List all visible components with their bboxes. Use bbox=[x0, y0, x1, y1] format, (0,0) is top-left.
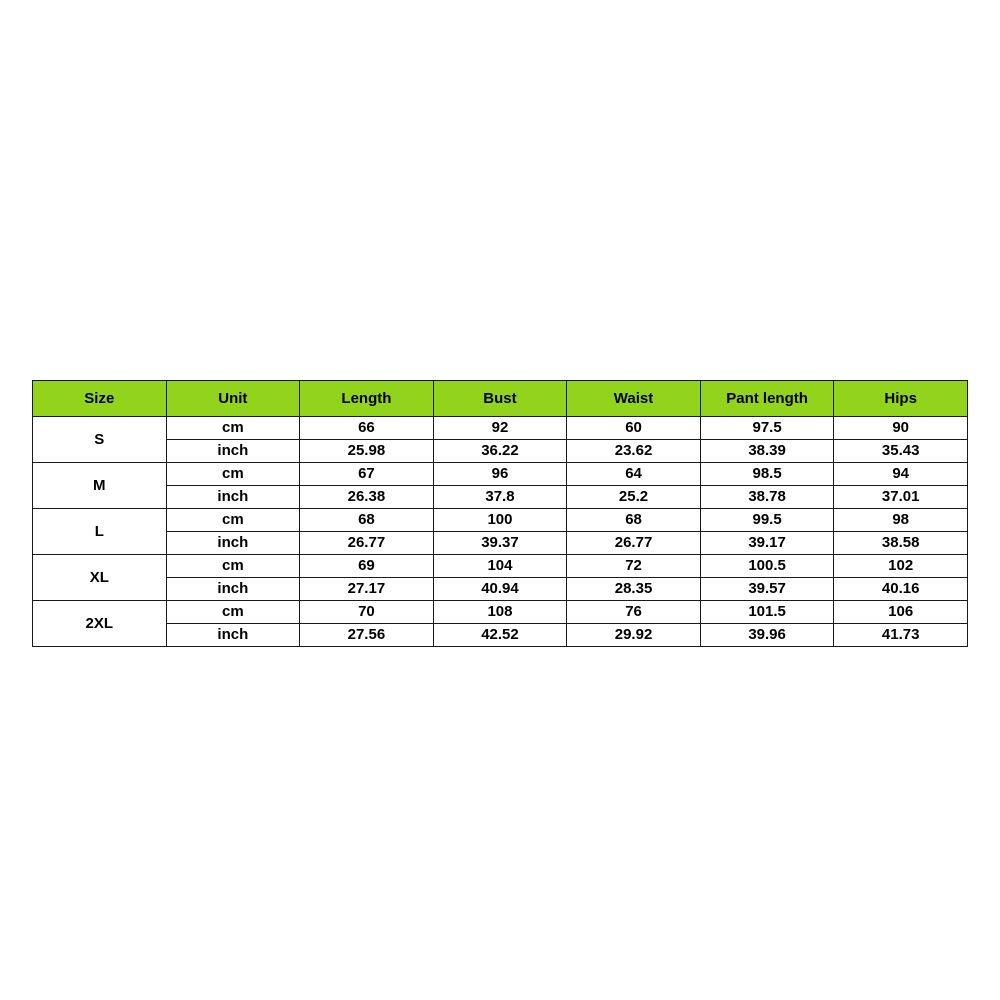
measurement-cell: 72 bbox=[567, 555, 701, 578]
unit-label: inch bbox=[166, 624, 300, 647]
measurement-cell: 39.96 bbox=[700, 624, 834, 647]
measurement-cell: 41.73 bbox=[834, 624, 968, 647]
measurement-cell: 27.56 bbox=[300, 624, 434, 647]
column-header-length: Length bbox=[300, 381, 434, 417]
size-label: S bbox=[33, 417, 167, 463]
measurement-cell: 92 bbox=[433, 417, 567, 440]
measurement-cell: 36.22 bbox=[433, 440, 567, 463]
size-label: M bbox=[33, 463, 167, 509]
measurement-cell: 29.92 bbox=[567, 624, 701, 647]
measurement-cell: 39.37 bbox=[433, 532, 567, 555]
table-row bbox=[33, 555, 968, 578]
measurement-cell: 102 bbox=[834, 555, 968, 578]
measurement-cell: 68 bbox=[300, 509, 434, 532]
measurement-cell: 39.57 bbox=[700, 578, 834, 601]
column-header-size: Size bbox=[33, 381, 167, 417]
measurement-cell: 39.17 bbox=[700, 532, 834, 555]
size-label: L bbox=[33, 509, 167, 555]
measurement-cell: 40.16 bbox=[834, 578, 968, 601]
measurement-cell: 70 bbox=[300, 601, 434, 624]
measurement-cell: 25.98 bbox=[300, 440, 434, 463]
measurement-cell: 68 bbox=[567, 509, 701, 532]
unit-label: inch bbox=[166, 532, 300, 555]
measurement-cell: 98 bbox=[834, 509, 968, 532]
measurement-cell: 27.17 bbox=[300, 578, 434, 601]
size-chart-body bbox=[33, 417, 968, 647]
table-row bbox=[33, 509, 968, 532]
size-chart-header bbox=[33, 381, 968, 417]
measurement-cell: 38.39 bbox=[700, 440, 834, 463]
measurement-cell: 90 bbox=[834, 417, 968, 440]
measurement-cell: 40.94 bbox=[433, 578, 567, 601]
measurement-cell: 94 bbox=[834, 463, 968, 486]
measurement-cell: 64 bbox=[567, 463, 701, 486]
measurement-cell: 100 bbox=[433, 509, 567, 532]
table-row bbox=[33, 440, 968, 463]
unit-label: cm bbox=[166, 417, 300, 440]
measurement-cell: 100.5 bbox=[700, 555, 834, 578]
column-header-pant-length: Pant length bbox=[700, 381, 834, 417]
measurement-cell: 42.52 bbox=[433, 624, 567, 647]
column-header-waist: Waist bbox=[567, 381, 701, 417]
unit-label: inch bbox=[166, 578, 300, 601]
table-row bbox=[33, 486, 968, 509]
table-row bbox=[33, 532, 968, 555]
measurement-cell: 97.5 bbox=[700, 417, 834, 440]
unit-label: cm bbox=[166, 509, 300, 532]
measurement-cell: 28.35 bbox=[567, 578, 701, 601]
table-row bbox=[33, 601, 968, 624]
column-header-bust: Bust bbox=[433, 381, 567, 417]
measurement-cell: 96 bbox=[433, 463, 567, 486]
table-row bbox=[33, 578, 968, 601]
header-row bbox=[33, 381, 968, 417]
table-row bbox=[33, 417, 968, 440]
measurement-cell: 26.38 bbox=[300, 486, 434, 509]
measurement-cell: 104 bbox=[433, 555, 567, 578]
unit-label: inch bbox=[166, 486, 300, 509]
measurement-cell: 38.78 bbox=[700, 486, 834, 509]
measurement-cell: 66 bbox=[300, 417, 434, 440]
measurement-cell: 67 bbox=[300, 463, 434, 486]
measurement-cell: 60 bbox=[567, 417, 701, 440]
unit-label: cm bbox=[166, 463, 300, 486]
table-row bbox=[33, 624, 968, 647]
measurement-cell: 23.62 bbox=[567, 440, 701, 463]
column-header-hips: Hips bbox=[834, 381, 968, 417]
measurement-cell: 76 bbox=[567, 601, 701, 624]
measurement-cell: 37.8 bbox=[433, 486, 567, 509]
measurement-cell: 108 bbox=[433, 601, 567, 624]
measurement-cell: 106 bbox=[834, 601, 968, 624]
measurement-cell: 26.77 bbox=[567, 532, 701, 555]
measurement-cell: 69 bbox=[300, 555, 434, 578]
measurement-cell: 38.58 bbox=[834, 532, 968, 555]
measurement-cell: 98.5 bbox=[700, 463, 834, 486]
unit-label: cm bbox=[166, 555, 300, 578]
measurement-cell: 25.2 bbox=[567, 486, 701, 509]
table-row bbox=[33, 463, 968, 486]
size-label: 2XL bbox=[33, 601, 167, 647]
measurement-cell: 26.77 bbox=[300, 532, 434, 555]
unit-label: inch bbox=[166, 440, 300, 463]
measurement-cell: 37.01 bbox=[834, 486, 968, 509]
measurement-cell: 99.5 bbox=[700, 509, 834, 532]
size-chart-table bbox=[32, 380, 968, 647]
size-label: XL bbox=[33, 555, 167, 601]
column-header-unit: Unit bbox=[166, 381, 300, 417]
measurement-cell: 35.43 bbox=[834, 440, 968, 463]
unit-label: cm bbox=[166, 601, 300, 624]
measurement-cell: 101.5 bbox=[700, 601, 834, 624]
